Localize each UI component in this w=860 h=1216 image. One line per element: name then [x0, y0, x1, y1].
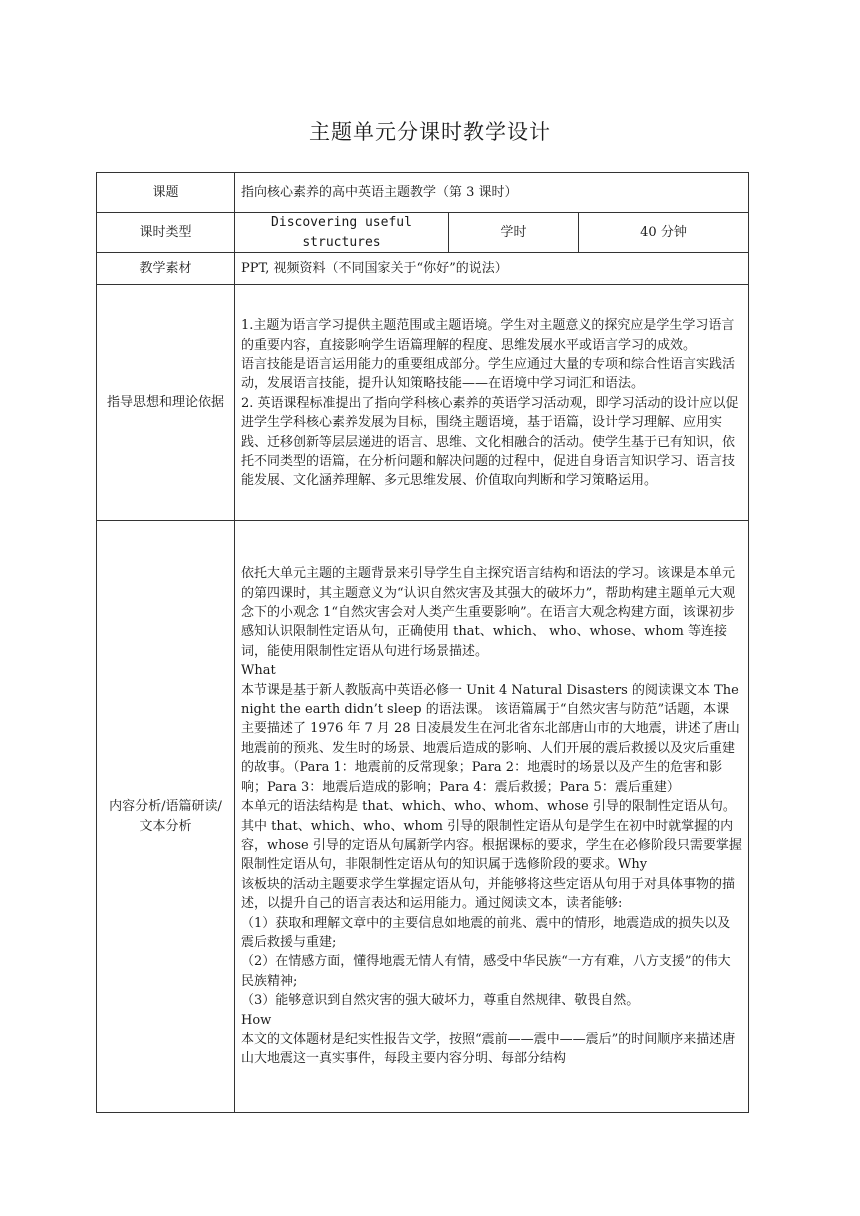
- row-lesson-type: [97, 213, 749, 253]
- analysis-list-item: （3）能够意识到自然灾害的强大破坏力，尊重自然规律、敬畏自然。: [241, 993, 640, 1009]
- row-guiding-theory: [97, 285, 749, 521]
- materials-label: 教学素材: [97, 253, 235, 285]
- analysis-paragraph: 本节课是基于新人教版高中英语必修一 Unit 4 Natural Disasters 的阅读课文本 The night the earth didn’t sleep 的语法课。 该语篇属于“自然灾害与防范”话题，本课主要描述了 1976 年 7 月 28 日凌晨发生在河北省东北部唐山市的大地震，讲述了唐山地震前的预兆、发生时的场景、地震后造成的影响、人们开展的震后救援以及灾后重建的故事。（Para 1：地震前的反常现象；Para 2：地震时的场景以及产生的危害和影响；Para 3：地震后造成的影响；Para 4：震后救援；Para 5：震后重建）: [241, 682, 740, 795]
- guiding-label: 指导思想和理论依据: [97, 285, 235, 521]
- analysis-heading-how: How: [241, 1012, 272, 1028]
- lesson-design-table: [96, 172, 749, 1113]
- lesson-type-value: Discovering useful structures: [235, 213, 449, 253]
- analysis-list-item: （1）获取和理解文章中的主要信息如地震的前兆、震中的情形，地震造成的损失以及震后救援与重建;: [241, 915, 731, 950]
- row-materials: [97, 253, 749, 285]
- topic-value: 指向核心素养的高中英语主题教学（第 3 课时）: [235, 173, 749, 213]
- hours-value: 40 分钟: [579, 213, 749, 253]
- analysis-heading-what: What: [241, 663, 276, 679]
- analysis-list-item: （2）在情感方面，懂得地震无情人有情，感受中华民族“一方有难，八方支援”的伟大民族精神;: [241, 954, 731, 989]
- guiding-content: [235, 285, 749, 521]
- analysis-label: 内容分析/语篇研读/文本分析: [97, 521, 235, 1113]
- guiding-paragraph: 语言技能是语言运用能力的重要组成部分。学生应通过大量的专项和综合性语言实践活动，发展语言技能，提升认知策略技能——在语境中学习词汇和语法。: [241, 356, 736, 392]
- materials-value: PPT, 视频资料（不同国家关于“你好”的说法）: [235, 253, 749, 285]
- document-title: 主题单元分课时教学设计: [309, 120, 551, 144]
- row-topic: [97, 173, 749, 213]
- guiding-paragraph: 2. 英语课程标准提出了指向学科核心素养的英语学习活动观，即学习活动的设计应以促进学生学科核心素养发展为目标，围绕主题语境，基于语篇，设计学习理解、应用实践、迁移创新等层层递进的语言、思维、文化相融合的活动。使学生基于已有知识，依托不同类型的语篇，在分析问题和解决问题的过程中，促进自身语言知识学习、语言技能发展、文化涵养理解、多元思维发展、价值取向判断和学习策略运用。: [241, 395, 739, 489]
- hours-label: 学时: [449, 213, 579, 253]
- analysis-paragraph: 本单元的语法结构是 that、which、who、whom、whose 引导的限制性定语从句。其中 that、which、who、whom 引导的限制性定语从句是学生在初中时就掌握的内容，whose 引导的定语从句属新学内容。根据课标的要求，学生在必修阶段只需要掌握限制性定语从句，非限制性定语从句的知识属于选修阶段的要求。Why: [241, 799, 742, 873]
- analysis-content: [235, 521, 749, 1113]
- analysis-paragraph: 本文的文体题材是纪实性报告文学，按照“震前——震中——震后”的时间顺序来描述唐山大地震这一真实事件，每段主要内容分明、每部分结构: [241, 1031, 736, 1067]
- analysis-paragraph: 依托大单元主题的主题背景来引导学生自主探究语言结构和语法的学习。该课是本单元的第四课时，其主题意义为“认识自然灾害及其强大的破坏力”，帮助构建主题单元大观念下的小观念 1“自然灾害会对人类产生重要影响”。在语言大观念构建方面，该课初步感知认识限制性定语从句，正确使用 that、which、 who、whose、whom 等连接词，能使用限制性定语从句进行场景描述。: [241, 566, 736, 659]
- row-content-analysis: [97, 521, 749, 1113]
- lesson-type-label: 课时类型: [97, 213, 235, 253]
- guiding-paragraph: 1.主题为语言学习提供主题范围或主题语境。学生对主题意义的探究应是学生学习语言的重要内容，直接影响学生语篇理解的程度、思维发展水平或语言学习的成效。: [241, 318, 735, 353]
- topic-label: 课题: [97, 173, 235, 213]
- analysis-paragraph: 该板块的活动主题要求学生掌握定语从句，并能够将这些定语从句用于对具体事物的描述，以提升自己的语言表达和运用能力。通过阅读文本，读者能够:: [241, 876, 736, 912]
